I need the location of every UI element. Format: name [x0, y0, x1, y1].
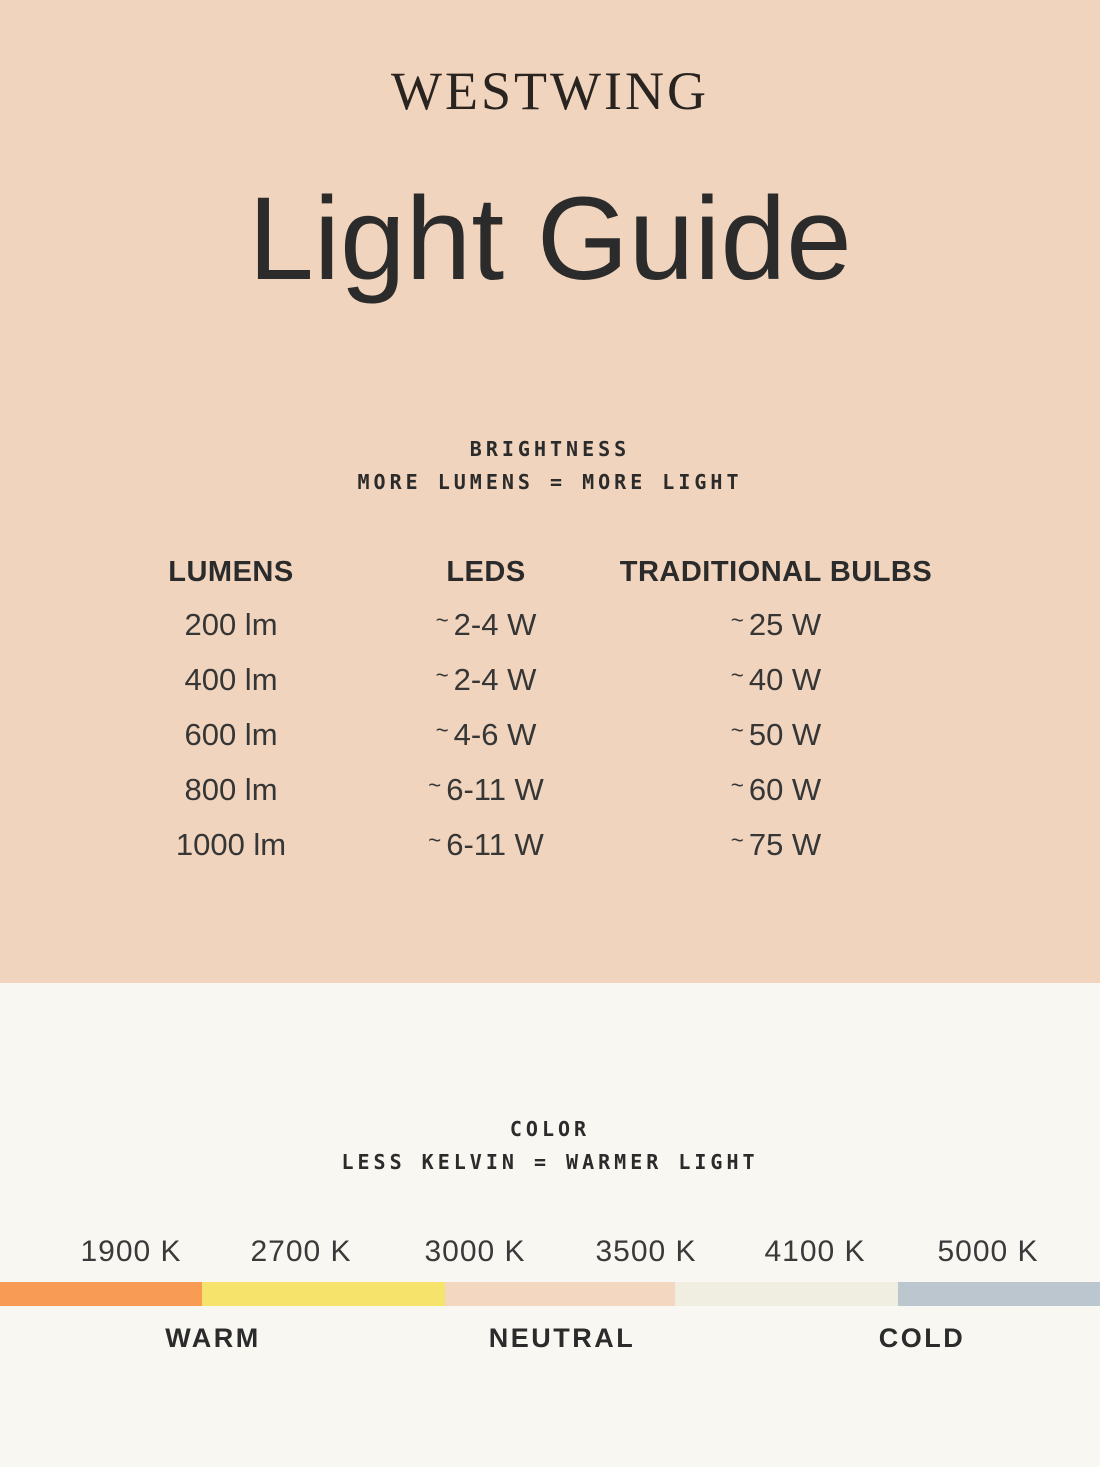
column-header-lumens: LUMENS — [168, 556, 294, 588]
leds-value — [402, 609, 570, 644]
leds-watts: 4-6 W — [453, 717, 537, 752]
scale-segment-cold-blue-grey — [898, 1282, 1100, 1306]
temp-label-neutral: NEUTRAL — [488, 1323, 636, 1353]
brightness-subheading: MORE LUMENS = MORE LIGHT — [357, 470, 743, 494]
column-header-traditional-bulbs: TRADITIONAL BULBS — [619, 556, 933, 588]
color-heading: COLOR — [509, 1117, 591, 1141]
leds-value — [402, 774, 570, 809]
kelvin-label-4100: 4100 K — [764, 1235, 866, 1268]
approx-symbol: ~ — [435, 717, 449, 743]
bulb-watts: 40 W — [748, 662, 822, 697]
lumens-value: 800 lm — [184, 772, 278, 807]
brightness-heading: BRIGHTNESS — [469, 437, 631, 461]
scale-segment-warm-orange — [0, 1282, 202, 1306]
approx-symbol: ~ — [428, 827, 442, 853]
kelvin-label-5000: 5000 K — [937, 1235, 1039, 1268]
bulb-watts: 25 W — [748, 607, 822, 642]
temperature-labels-row — [0, 1322, 1100, 1354]
bulb-watts: 50 W — [748, 717, 822, 752]
color-section — [0, 983, 1100, 1467]
lumens-value: 400 lm — [184, 662, 278, 697]
approx-symbol: ~ — [435, 607, 449, 633]
bulbs-value — [570, 664, 982, 699]
approx-symbol: ~ — [730, 662, 744, 688]
kelvin-label-1900: 1900 K — [80, 1235, 182, 1268]
color-subheading: LESS KELVIN = WARMER LIGHT — [341, 1150, 759, 1174]
kelvin-labels-row — [0, 1235, 1100, 1269]
approx-symbol: ~ — [435, 662, 449, 688]
approx-symbol: ~ — [730, 607, 744, 633]
leds-value — [402, 829, 570, 864]
leds-watts: 2-4 W — [453, 607, 537, 642]
bulbs-value — [570, 609, 982, 644]
bulbs-value — [570, 829, 982, 864]
kelvin-label-3500: 3500 K — [595, 1235, 697, 1268]
column-header-leds: LEDS — [446, 556, 526, 588]
bulbs-value — [570, 719, 982, 754]
kelvin-color-scale-bar — [0, 1282, 1100, 1306]
leds-watts: 2-4 W — [453, 662, 537, 697]
temp-label-warm: WARM — [165, 1323, 261, 1353]
lumens-value: 1000 lm — [175, 827, 287, 862]
bulb-watts: 75 W — [748, 827, 822, 862]
kelvin-label-2700: 2700 K — [250, 1235, 352, 1268]
lumen-conversion-table — [60, 555, 982, 864]
scale-segment-soft-yellow — [202, 1282, 445, 1306]
leds-watts: 6-11 W — [446, 827, 544, 862]
approx-symbol: ~ — [730, 772, 744, 798]
lumens-value: 600 lm — [184, 717, 278, 752]
leds-value — [402, 719, 570, 754]
approx-symbol: ~ — [730, 717, 744, 743]
bulbs-value — [570, 774, 982, 809]
bulb-watts: 60 W — [748, 772, 822, 807]
approx-symbol: ~ — [428, 772, 442, 798]
scale-segment-neutral-cream — [675, 1282, 897, 1306]
leds-watts: 6-11 W — [446, 772, 544, 807]
page-title: Light Guide — [248, 173, 852, 305]
temp-label-cold: COLD — [878, 1323, 966, 1353]
leds-value — [402, 664, 570, 699]
approx-symbol: ~ — [730, 827, 744, 853]
lumens-value: 200 lm — [184, 607, 278, 642]
brand-logo: WESTWING — [391, 61, 709, 121]
kelvin-label-3000: 3000 K — [424, 1235, 526, 1268]
scale-segment-warm-peach — [445, 1282, 675, 1306]
